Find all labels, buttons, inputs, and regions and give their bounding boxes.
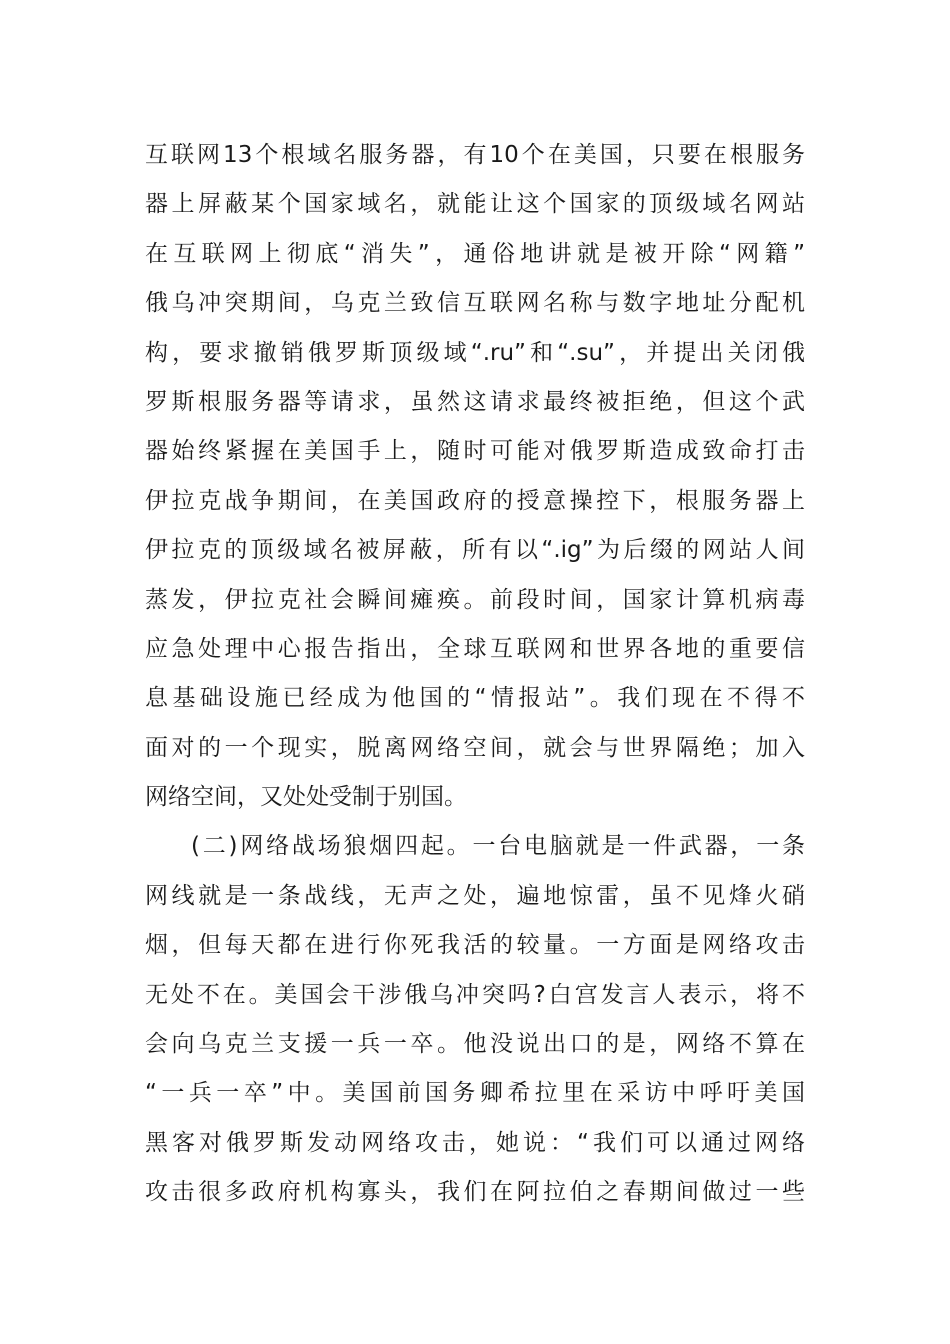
body-text bbox=[145, 131, 805, 1218]
text-line: 黑客对俄罗斯发动网络攻击，她说：“我们可以通过网络 bbox=[145, 1129, 805, 1156]
text-line: 烟，但每天都在进行你死我活的较量。一方面是网络攻击 bbox=[145, 932, 805, 959]
text-line: 伊拉克的顶级域名被屏蔽，所有以“.ig”为后缀的网站人间 bbox=[145, 537, 805, 564]
text-line: 在互联网上彻底“消失”，通俗地讲就是被开除“网籍” bbox=[145, 240, 805, 267]
text-line: 面对的一个现实，脱离网络空间，就会与世界隔绝；加入 bbox=[145, 734, 805, 761]
text-line: 攻击很多政府机构寡头，我们在阿拉伯之春期间做过一些 bbox=[145, 1179, 805, 1206]
text-line: 俄乌冲突期间，乌克兰致信互联网名称与数字地址分配机 bbox=[145, 290, 805, 317]
text-line: 器上屏蔽某个国家域名，就能让这个国家的顶级域名网站 bbox=[145, 191, 805, 218]
text-line: 伊拉克战争期间，在美国政府的授意操控下，根服务器上 bbox=[145, 487, 805, 514]
text-line: 蒸发，伊拉克社会瞬间瘫痪。前段时间，国家计算机病毒 bbox=[145, 586, 805, 613]
text-line: 网线就是一条战线，无声之处，遍地惊雷，虽不见烽火硝 bbox=[145, 882, 805, 909]
text-line: 互联网13个根域名服务器，有10个在美国，只要在根服务 bbox=[145, 142, 805, 168]
text-line: 无处不在。美国会干涉俄乌冲突吗?白宫发言人表示，将不 bbox=[145, 981, 805, 1008]
section-heading-line: (二)网络战场狼烟四起。一台电脑就是一件武器，一条 bbox=[191, 833, 805, 860]
text-line: 器始终紧握在美国手上，随时可能对俄罗斯造成致命打击 bbox=[145, 438, 805, 465]
paragraph-last-line: 网络空间，又处处受制于别国。 bbox=[145, 784, 467, 811]
text-line: “一兵一卒”中。美国前国务卿希拉里在采访中呼吁美国 bbox=[145, 1080, 805, 1107]
text-line: 构，要求撤销俄罗斯顶级域“.ru”和“.su”，并提出关闭俄 bbox=[145, 339, 805, 366]
text-line: 应急处理中心报告指出，全球互联网和世界各地的重要信 bbox=[145, 635, 805, 662]
text-line: 息基础设施已经成为他国的“情报站”。我们现在不得不 bbox=[145, 685, 805, 712]
text-line: 罗斯根服务器等请求，虽然这请求最终被拒绝，但这个武 bbox=[145, 388, 805, 415]
text-line: 会向乌克兰支援一兵一卒。他没说出口的是，网络不算在 bbox=[145, 1031, 805, 1058]
